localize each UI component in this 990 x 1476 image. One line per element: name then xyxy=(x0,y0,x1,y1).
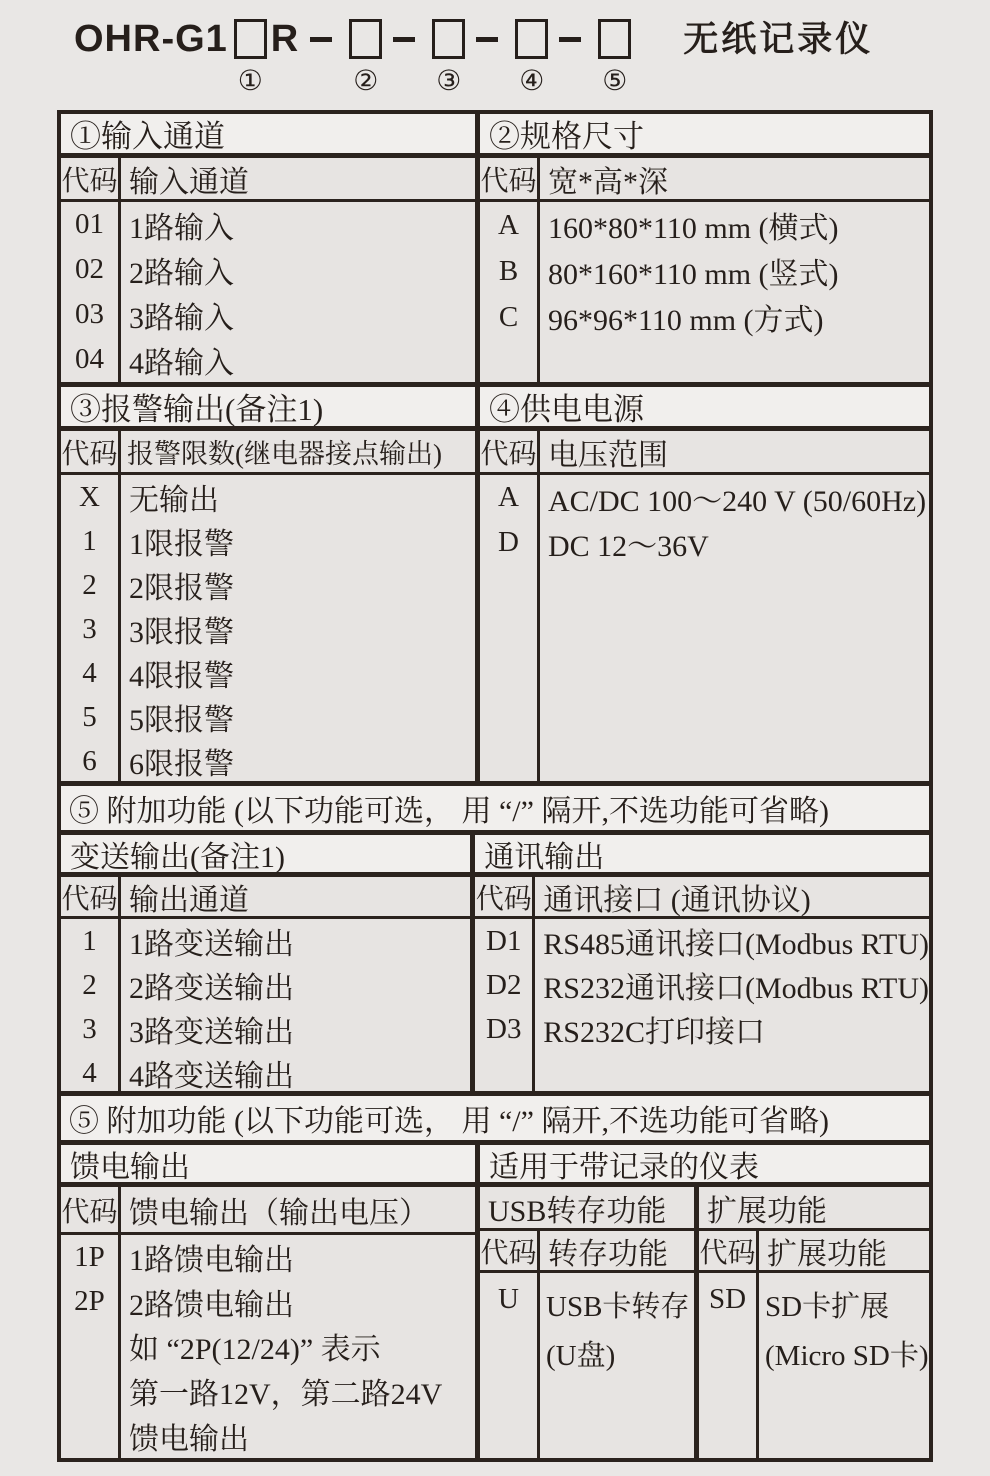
column-header-row xyxy=(475,877,929,919)
subsection-sd-expansion xyxy=(699,1187,929,1458)
code-cell xyxy=(61,1324,121,1369)
section-feed-output xyxy=(61,1145,480,1458)
code-column-header: 代码 xyxy=(475,877,535,916)
column-header-row xyxy=(61,877,470,919)
value-cell: 2路变送输出 xyxy=(129,972,294,1005)
value-column-header: 电压范围 xyxy=(548,438,668,472)
model-code-box xyxy=(349,19,382,59)
table-row xyxy=(61,1280,475,1325)
table-row xyxy=(480,294,929,340)
column-header-row xyxy=(61,1187,475,1235)
value-cell: 6限报警 xyxy=(129,748,234,781)
code-cell: 03 xyxy=(61,292,121,337)
code-cell: A xyxy=(480,475,540,520)
table-row-continuation xyxy=(61,1369,475,1414)
value-cell: 第一路12V，第二路24V xyxy=(129,1378,443,1412)
value-cell: 1路馈电输出 xyxy=(129,1244,294,1278)
table-row xyxy=(61,519,475,563)
subsection-header: USB转存功能 xyxy=(480,1187,694,1231)
value-cell xyxy=(540,1273,694,1458)
table-row xyxy=(61,739,475,783)
value-cell: DC 12～36V xyxy=(548,529,709,563)
addon-function-banner: ⑤ 附加功能 (以下功能可选， 用 “/” 隔开,不选功能可省略) xyxy=(61,1096,929,1145)
model-code-box xyxy=(432,19,465,59)
value-cell: 馈电输出 xyxy=(129,1422,249,1456)
value-cell: 5限报警 xyxy=(129,704,234,737)
model-code-box xyxy=(598,19,631,59)
code-cell: X xyxy=(61,475,121,519)
code-cell xyxy=(480,565,540,781)
code-cell: 2 xyxy=(61,563,121,607)
table-row xyxy=(699,1273,929,1458)
value-cell: 如 “2P(12/24)” 表示 xyxy=(129,1333,381,1367)
model-prefix: OHR-G1 xyxy=(74,18,228,60)
table-row xyxy=(61,963,470,1007)
code-column-header: 代码 xyxy=(480,158,540,199)
code-cell: A xyxy=(480,202,540,248)
section-transmit-output xyxy=(61,835,475,1091)
column-header-row xyxy=(480,1231,694,1273)
value-cell: 1限报警 xyxy=(129,528,234,561)
code-cell: 1 xyxy=(61,519,121,563)
model-code-slot-5 xyxy=(598,16,631,97)
value-column-header: 宽*高*深 xyxy=(548,165,668,199)
code-cell xyxy=(61,1413,121,1458)
code-cell: D3 xyxy=(475,1007,535,1051)
code-cell: 4 xyxy=(61,1051,121,1095)
value-cell: 80*160*110 mm (竖式) xyxy=(548,258,839,291)
code-column-header: 代码 xyxy=(480,431,540,472)
value-cell: 3路变送输出 xyxy=(129,1016,294,1049)
table-row xyxy=(480,248,929,294)
table-row xyxy=(61,651,475,695)
table-row xyxy=(480,202,929,248)
code-cell: U xyxy=(480,1273,540,1458)
band-transmit-comm xyxy=(61,835,929,1096)
value-line-1: USB卡转存 xyxy=(546,1291,690,1323)
code-cell xyxy=(475,1051,535,1091)
value-line-2: (Micro SD卡) xyxy=(765,1340,929,1372)
value-column-header: 扩展功能 xyxy=(767,1237,887,1271)
band-feed-record xyxy=(61,1145,929,1458)
section-case-size xyxy=(480,114,929,382)
value-cell xyxy=(535,1051,929,1091)
table-row xyxy=(475,963,929,1007)
section-power-supply xyxy=(480,387,929,781)
code-column-header: 代码 xyxy=(61,158,121,199)
table-row xyxy=(61,292,475,337)
value-cell xyxy=(540,565,929,781)
code-cell: C xyxy=(480,294,540,340)
code-cell: 5 xyxy=(61,695,121,739)
code-cell: 02 xyxy=(61,247,121,292)
value-cell: 96*96*110 mm (方式) xyxy=(548,304,824,337)
value-cell xyxy=(759,1273,929,1458)
value-cell: 无输出 xyxy=(129,484,219,517)
section-header: ②规格尺寸 xyxy=(480,114,929,158)
model-code-slot-4 xyxy=(515,16,548,97)
value-cell: 4路输入 xyxy=(129,346,234,380)
table-row xyxy=(61,607,475,651)
code-cell: 1P xyxy=(61,1235,121,1280)
ordering-spec-table xyxy=(57,110,933,1462)
value-cell xyxy=(540,340,929,382)
empty-filler-row xyxy=(475,1051,929,1091)
value-line-1: SD卡扩展 xyxy=(765,1291,890,1323)
code-cell: 04 xyxy=(61,337,121,382)
band-input-size xyxy=(61,114,929,387)
table-row xyxy=(480,475,929,520)
value-cell: 3限报警 xyxy=(129,616,234,649)
value-cell: 1路输入 xyxy=(129,211,234,245)
position-label-2: ② xyxy=(353,66,379,97)
value-cell: 4路变送输出 xyxy=(129,1060,294,1093)
value-column-header: 报警限数(继电器接点输出) xyxy=(127,439,442,469)
code-cell: D1 xyxy=(475,919,535,963)
model-code-slot-1 xyxy=(234,16,267,97)
table-row xyxy=(61,337,475,382)
band-alarm-power xyxy=(61,387,929,786)
column-header-row xyxy=(61,158,475,202)
code-cell xyxy=(480,340,540,382)
value-column-header: 通讯接口 (通讯协议) xyxy=(543,883,811,917)
dash-separator xyxy=(393,37,415,42)
code-cell: 3 xyxy=(61,1007,121,1051)
table-row xyxy=(480,520,929,565)
value-cell: RS232通讯接口(Modbus RTU) xyxy=(543,972,929,1005)
position-label-4: ④ xyxy=(519,66,545,97)
section-header: 变送输出(备注1) xyxy=(61,835,470,877)
addon-function-banner: ⑤ 附加功能 (以下功能可选， 用 “/” 隔开,不选功能可省略) xyxy=(61,786,929,835)
empty-filler-row xyxy=(480,565,929,781)
table-row xyxy=(475,1007,929,1051)
code-cell: 3 xyxy=(61,607,121,651)
code-cell: 6 xyxy=(61,739,121,783)
value-column-header: 转存功能 xyxy=(548,1237,668,1271)
table-row xyxy=(61,919,470,963)
section-header: 馈电输出 xyxy=(61,1145,475,1187)
subsection-header: 扩展功能 xyxy=(699,1187,929,1231)
code-column-header: 代码 xyxy=(61,431,121,472)
dash-separator xyxy=(310,37,332,42)
value-line-2: (U盘) xyxy=(546,1340,616,1372)
table-row xyxy=(61,475,475,519)
position-label-5: ⑤ xyxy=(602,66,628,97)
table-row xyxy=(475,919,929,963)
value-cell: 2限报警 xyxy=(129,572,234,605)
column-header-row xyxy=(480,431,929,475)
record-subsections xyxy=(480,1187,929,1458)
value-cell: 3路输入 xyxy=(129,301,234,335)
section-header: 适用于带记录的仪表 xyxy=(480,1145,929,1187)
section-alarm-output xyxy=(61,387,480,781)
model-fixed-code: R xyxy=(270,18,300,60)
code-cell: 01 xyxy=(61,202,121,247)
value-column-header: 馈电输出（输出电压） xyxy=(129,1196,429,1230)
model-code-box xyxy=(234,19,267,59)
column-header-row xyxy=(61,431,475,475)
value-cell: RS485通讯接口(Modbus RTU) xyxy=(543,928,929,961)
value-cell: 160*80*110 mm (横式) xyxy=(548,212,839,245)
code-cell: 2P xyxy=(61,1280,121,1325)
code-cell: 4 xyxy=(61,651,121,695)
section-header: 通讯输出 xyxy=(475,835,929,877)
table-row xyxy=(61,247,475,292)
table-row xyxy=(61,1007,470,1051)
section-header: ③报警输出(备注1) xyxy=(61,387,475,431)
table-row xyxy=(61,1235,475,1280)
table-row xyxy=(61,1051,470,1095)
code-cell: D2 xyxy=(475,963,535,1007)
section-input-channels xyxy=(61,114,480,382)
model-code-slot-3 xyxy=(432,16,465,97)
table-row xyxy=(61,563,475,607)
table-row-continuation xyxy=(61,1324,475,1369)
value-cell: 1路变送输出 xyxy=(129,928,294,961)
section-recording-instruments xyxy=(480,1145,929,1458)
section-communication-output xyxy=(475,835,929,1091)
value-cell: 2路馈电输出 xyxy=(129,1288,294,1322)
product-name: 无纸记录仪 xyxy=(683,20,874,59)
table-row xyxy=(480,1273,694,1458)
table-row xyxy=(61,695,475,739)
value-column-header: 输出通道 xyxy=(129,883,249,917)
dash-separator xyxy=(476,37,498,42)
empty-filler-row xyxy=(480,340,929,382)
model-code-slot-2 xyxy=(349,16,382,97)
code-cell: B xyxy=(480,248,540,294)
value-cell: AC/DC 100～240 V (50/60Hz) xyxy=(548,484,927,518)
table-row xyxy=(61,202,475,247)
code-column-header: 代码 xyxy=(480,1231,540,1270)
section-header: ④供电电源 xyxy=(480,387,929,431)
value-cell: RS232C打印接口 xyxy=(543,1016,765,1049)
code-cell: D xyxy=(480,520,540,565)
column-header-row xyxy=(699,1231,929,1273)
code-column-header: 代码 xyxy=(699,1231,759,1270)
model-code-line xyxy=(74,16,873,97)
code-cell: SD xyxy=(699,1273,759,1458)
code-column-header: 代码 xyxy=(61,877,121,916)
column-header-row xyxy=(480,158,929,202)
model-code-box xyxy=(515,19,548,59)
position-label-1: ① xyxy=(237,66,263,97)
value-cell: 2路输入 xyxy=(129,256,234,290)
code-cell: 2 xyxy=(61,963,121,1007)
table-row-continuation xyxy=(61,1413,475,1458)
code-cell: 1 xyxy=(61,919,121,963)
subsection-usb-transfer xyxy=(480,1187,699,1458)
dash-separator xyxy=(559,37,581,42)
value-column-header: 输入通道 xyxy=(129,165,249,199)
code-column-header: 代码 xyxy=(61,1187,121,1232)
code-cell xyxy=(61,1369,121,1414)
position-label-3: ③ xyxy=(436,66,462,97)
value-cell: 4限报警 xyxy=(129,660,234,693)
section-header: ①输入通道 xyxy=(61,114,475,158)
